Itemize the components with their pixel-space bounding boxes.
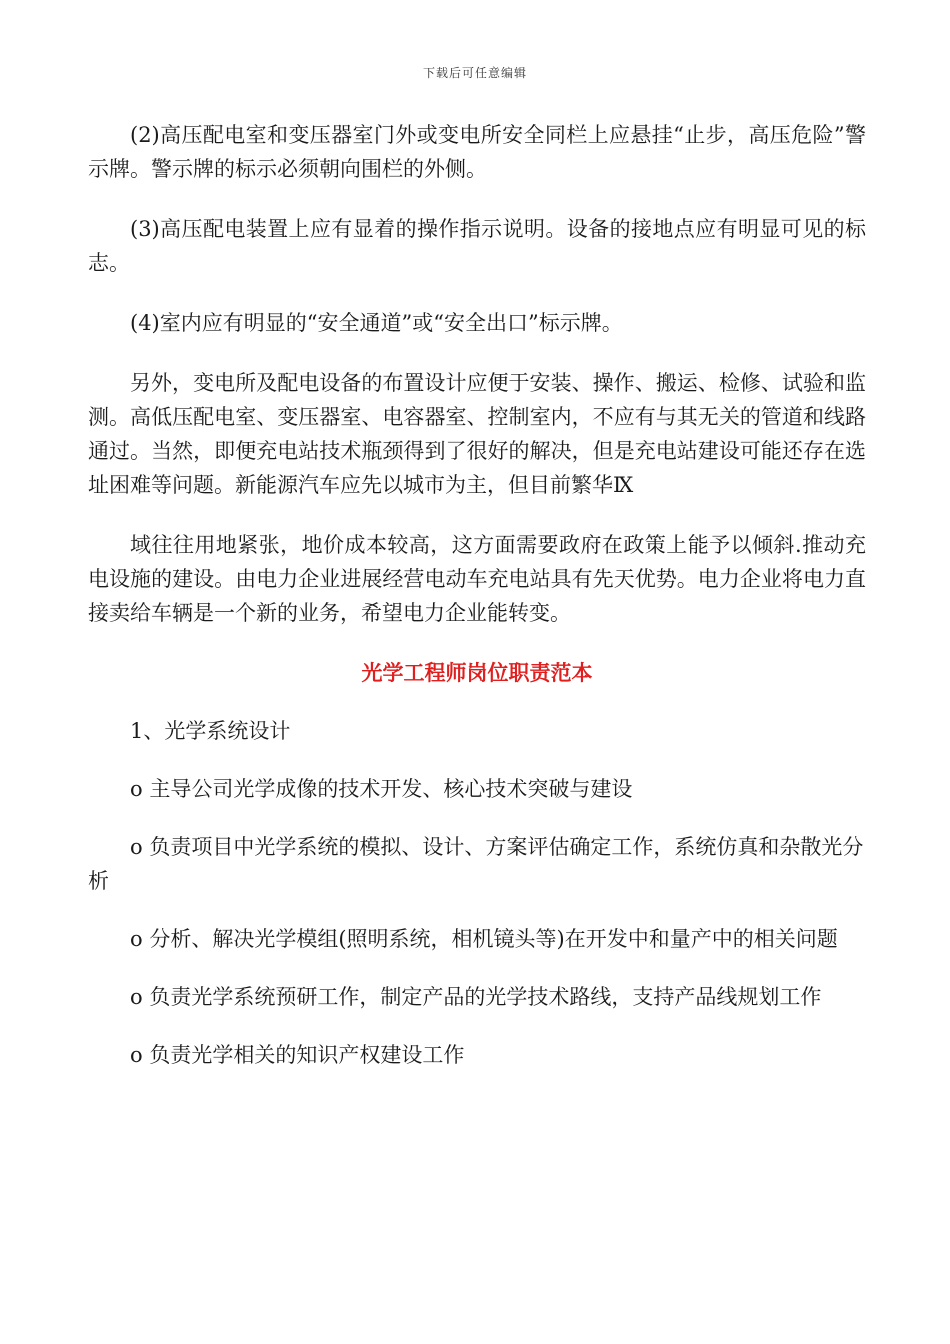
- bullet-marker: o: [130, 985, 143, 1009]
- list-item-text: 分析、解决光学模组(照明系统，相机镜头等)在开发中和量产中的相关问题: [149, 927, 838, 951]
- bullet-marker: o: [130, 1043, 143, 1067]
- list-item-text: 主导公司光学成像的技术开发、核心技术突破与建设: [149, 777, 633, 801]
- bullet-marker: o: [130, 777, 143, 801]
- paragraph: (4)室内应有明显的“安全通道”或“安全出口”标示牌。: [130, 311, 623, 335]
- section-heading: 1、光学系统设计: [130, 719, 291, 743]
- paragraph: 域往往用地紧张，地价成本较高，这方面需要政府在政策上能予以倾斜.推动充电设施的建设。由电力企业进展经营电动车充电站具有先天优势。电力企业将电力直接卖给车辆是一个新的业务，希望电力企业能转变。: [88, 533, 866, 625]
- list-item: [88, 980, 866, 1014]
- paragraph: (3)高压配电装置上应有显着的操作指示说明。设备的接地点应有明显可见的标志。: [88, 217, 866, 275]
- bullet-marker: o: [130, 927, 143, 951]
- list-item-text: 负责项目中光学系统的模拟、设计、方案评估确定工作，系统仿真和杂散光分析: [88, 835, 864, 893]
- list-item-text: 负责光学系统预研工作，制定产品的光学技术路线，支持产品线规划工作: [149, 985, 822, 1009]
- list-item: [88, 922, 866, 956]
- section-title: 光学工程师岗位职责范本: [361, 661, 593, 685]
- list-item: [88, 1038, 866, 1072]
- paragraph: (2)高压配电室和变压器室门外或变电所安全同栏上应悬挂“止步，高压危险”警示牌。警示牌的标示必须朝向围栏的外侧。: [88, 123, 866, 181]
- list-item: [88, 772, 866, 806]
- paragraph: 另外，变电所及配电设备的布置设计应便于安装、操作、搬运、检修、试验和监测。高低压配电室、变压器室、电容器室、控制室内，不应有与其无关的管道和线路通过。当然，即便充电站技术瓶颈得到了很好的解决，但是充电站建设可能还存在选址困难等问题。新能源汽车应先以城市为主，但目前繁华Ⅸ: [88, 371, 866, 497]
- header-note: 下载后可任意编辑: [422, 66, 527, 80]
- document-body: [88, 118, 866, 1096]
- bullet-marker: o: [130, 835, 143, 859]
- list-item: [88, 830, 866, 898]
- list-item-text: 负责光学相关的知识产权建设工作: [149, 1043, 465, 1067]
